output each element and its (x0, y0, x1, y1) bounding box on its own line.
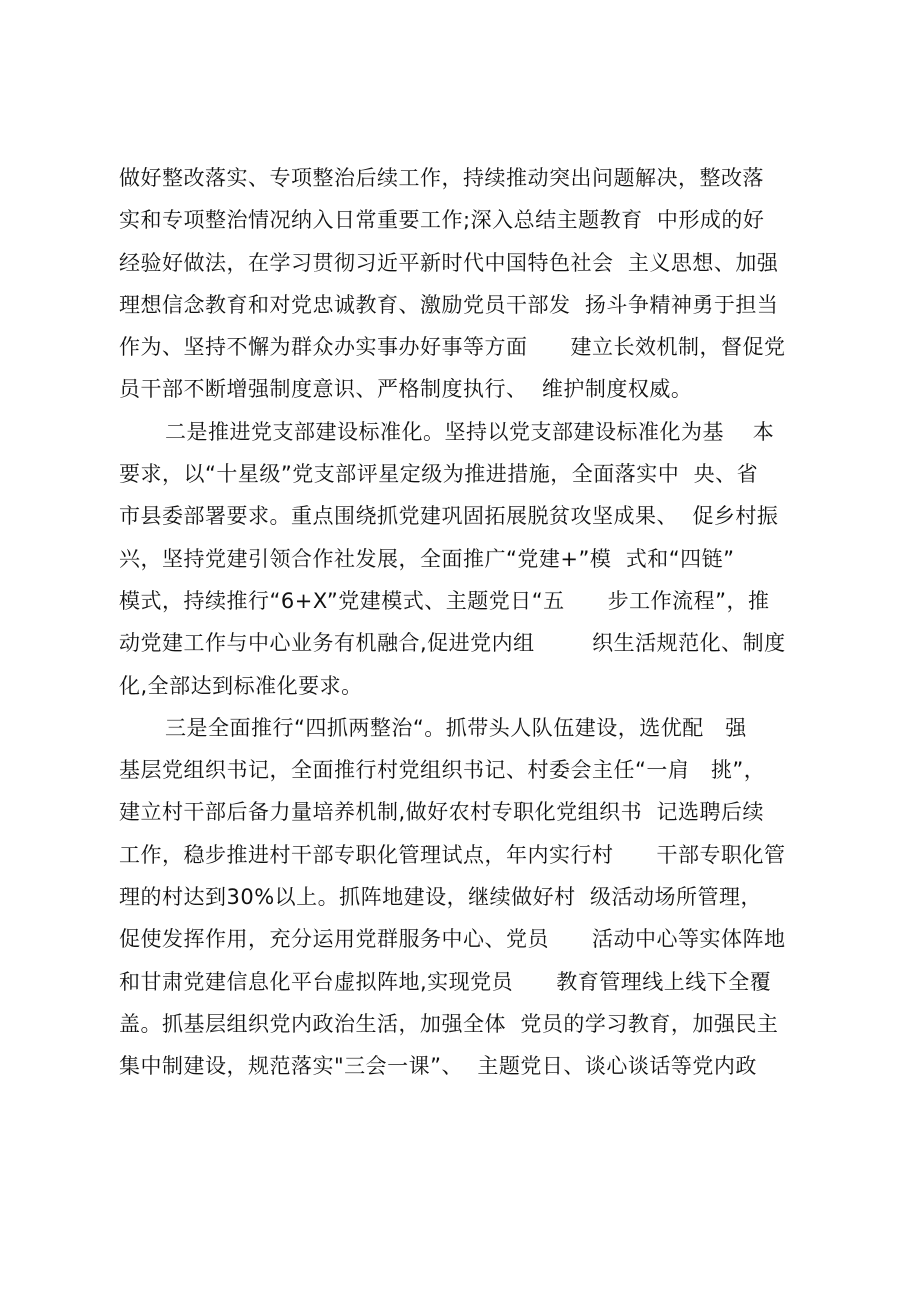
text-line: 要求，以“十星级”党支部评星定级为推进措施，全面落实中 央、省 (119, 462, 759, 487)
text-line: 做好整改落实、专项整治后续工作，持续推动突出问题解决，整改落 (119, 166, 764, 190)
text-line: 集中制建设，规范落实"三会一课”、 主题党日、谈心谈话等党内政 (119, 1054, 757, 1079)
text-line: 动党建工作与中心业务有机融合,促进党内组 织生活规范化、制度 (119, 631, 786, 656)
text-line: 作为、坚持不懈为群众办实事办好事等方面 建立长效机制，督促党 (119, 335, 786, 360)
text-line: 实和专项整治情况纳入日常重要工作;深入总结主题教育 中形成的好 (119, 208, 765, 233)
body-text (119, 157, 819, 1088)
text-line: 和甘肃党建信息化平台虚拟阵地,实现党员 教育管理线上线下全覆 (119, 969, 772, 994)
text-line: 市县委部署要求。重点围绕抓党建巩固拓展脱贫攻坚成果、 促乡村振 (119, 504, 779, 529)
text-line: 基层党组织书记，全面推行村党组织书记、村委会主任“一肩 挑”， (119, 758, 766, 783)
text-line: 模式，持续推行“6+X”党建模式、主题党日“五 步工作流程”，推 (119, 588, 770, 613)
text-line: 兴，坚持党建引领合作社发展，全面推广“党建+”模 式和“四链” (119, 546, 735, 571)
text-line: 促使发挥作用，充分运用党群服务中心、党员 活动中心等实体阵地 (119, 927, 786, 952)
text-line: 理想信念教育和对党忠诚教育、激励党员干部发 扬斗争精神勇于担当 (119, 292, 779, 317)
text-line: 建立村干部后备力量培养机制,做好农村专职化党组织书 记选聘后续 (119, 800, 765, 825)
text-line: 经验好做法，在学习贯彻习近平新时代中国特色社会 主义思想、加强 (119, 250, 779, 275)
text-line: 工作，稳步推进村干部专职化管理试点，年内实行村 干部专职化管 (119, 842, 786, 867)
text-line: 理的村达到30%以上。抓阵地建设，继续做好村 级活动场所管理， (119, 885, 763, 910)
text-line: 员干部不断增强制度意识、严格制度执行、 维护制度权威。 (119, 377, 693, 402)
paragraph-start-line: 二是推进党支部建设标准化。坚持以党支部建设标准化为基 本 (165, 419, 775, 444)
text-line: 盖。抓基层组织党内政治生活，加强全体 党员的学习教育，加强民主 (119, 1011, 779, 1036)
paragraph-start-line: 三是全面推行“四抓两整治“。抓带头人队伍建设，选优配 强 (165, 715, 747, 740)
text-line: 化,全部达到标准化要求。 (119, 673, 363, 698)
